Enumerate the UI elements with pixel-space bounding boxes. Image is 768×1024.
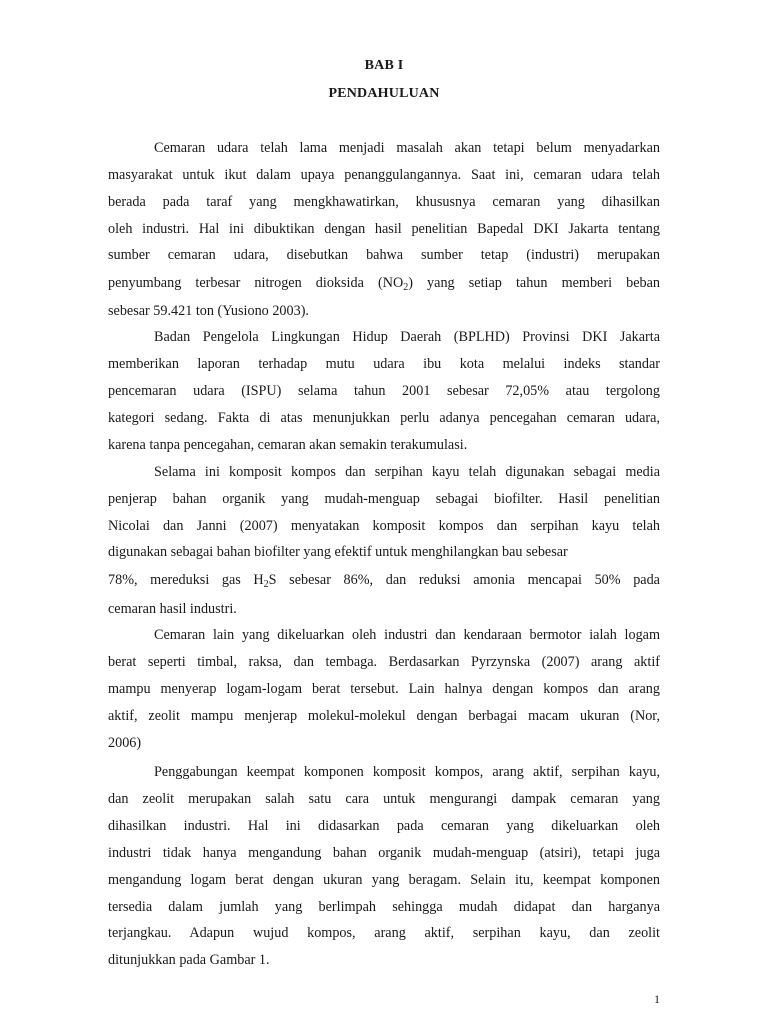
text-line: mengandung logam berat dengan ukuran yang beragam. Selain itu, keempat komponen	[108, 872, 660, 888]
chapter-title: PENDAHULUAN	[328, 86, 440, 101]
text-line: penjerap bahan organik yang mudah-menguap sebagai biofilter. Hasil penelitian	[108, 491, 660, 507]
text-line-h2s	[108, 570, 660, 590]
text-line: aktif, zeolit mampu menjerap molekul-molekul dengan berbagai macam ukuran (Nor,	[108, 708, 660, 724]
text-line: Cemaran udara telah lama menjadi masalah akan tetapi belum menyadarkan	[154, 140, 660, 156]
text-line: berada pada taraf yang mengkhawatirkan, khususnya cemaran yang dihasilkan	[108, 194, 660, 210]
text-line: Nicolai dan Janni (2007) menyatakan komposit kompos dan serpihan kayu telah	[108, 518, 660, 534]
text-line: mampu menyerap logam-logam berat tersebut. Lain halnya dengan kompos dan arang	[108, 681, 660, 697]
text-line: dan zeolit merupakan salah satu cara untuk mengurangi dampak cemaran yang	[108, 791, 660, 807]
text-line: Selama ini komposit kompos dan serpihan kayu telah digunakan sebagai media	[154, 464, 660, 480]
subscript: 2	[403, 282, 409, 293]
text-line: kategori sedang. Fakta di atas menunjukkan perlu adanya pencegahan cemaran udara,	[108, 410, 660, 426]
text-line: 2006)	[108, 735, 142, 751]
text-line: cemaran hasil industri.	[108, 601, 237, 617]
text-segment: ) yang setiap tahun memberi beban	[408, 275, 660, 291]
text-line: dihasilkan industri. Hal ini didasarkan pada cemaran yang dikeluarkan oleh	[108, 818, 660, 834]
text-line: masyarakat untuk ikut dalam upaya penanggulangannya. Saat ini, cemaran udara telah	[108, 167, 660, 183]
text-line: digunakan sebagai bahan biofilter yang efektif untuk menghilangkan bau sebesar	[108, 544, 568, 560]
text-line: pencemaran udara (ISPU) selama tahun 2001 sebesar 72,05% atau tergolong	[108, 383, 660, 399]
text-line: Cemaran lain yang dikeluarkan oleh industri dan kendaraan bermotor ialah logam	[154, 627, 660, 643]
text-line: ditunjukkan pada Gambar 1.	[108, 952, 270, 968]
text-line: Badan Pengelola Lingkungan Hidup Daerah (BPLHD) Provinsi DKI Jakarta	[154, 329, 660, 345]
text-line: Penggabungan keempat komponen komposit kompos, arang aktif, serpihan kayu,	[154, 764, 660, 780]
chapter-label: BAB I	[364, 58, 404, 73]
text-line: industri tidak hanya mengandung bahan organik mudah-menguap (atsiri), tetapi juga	[108, 845, 660, 861]
text-line: karena tanpa pencegahan, cemaran akan semakin terakumulasi.	[108, 437, 468, 453]
text-line: sumber cemaran udara, disebutkan bahwa sumber tetap (industri) merupakan	[108, 247, 660, 263]
subscript: 2	[263, 579, 269, 590]
page-number: 1	[654, 992, 660, 1006]
text-line: oleh industri. Hal ini dibuktikan dengan hasil penelitian Bapedal DKI Jakarta tentang	[108, 221, 660, 237]
text-line: berat seperti timbal, raksa, dan tembaga. Berdasarkan Pyrzynska (2007) arang aktif	[108, 654, 660, 670]
text-segment: penyumbang terbesar nitrogen dioksida (NO	[108, 275, 404, 291]
text-line: tersedia dalam jumlah yang berlimpah sehingga mudah didapat dan harganya	[108, 899, 660, 915]
text-line: memberikan laporan terhadap mutu udara ibu kota melalui indeks standar	[108, 356, 660, 372]
text-segment: S sebesar 86%, dan reduksi amonia mencapai 50% pada	[268, 572, 660, 588]
text-line-no2	[108, 273, 660, 293]
text-line: terjangkau. Adapun wujud kompos, arang aktif, serpihan kayu, dan zeolit	[108, 925, 660, 941]
text-line: sebesar 59.421 ton (Yusiono 2003).	[108, 303, 309, 319]
text-segment: 78%, mereduksi gas H	[108, 572, 264, 588]
